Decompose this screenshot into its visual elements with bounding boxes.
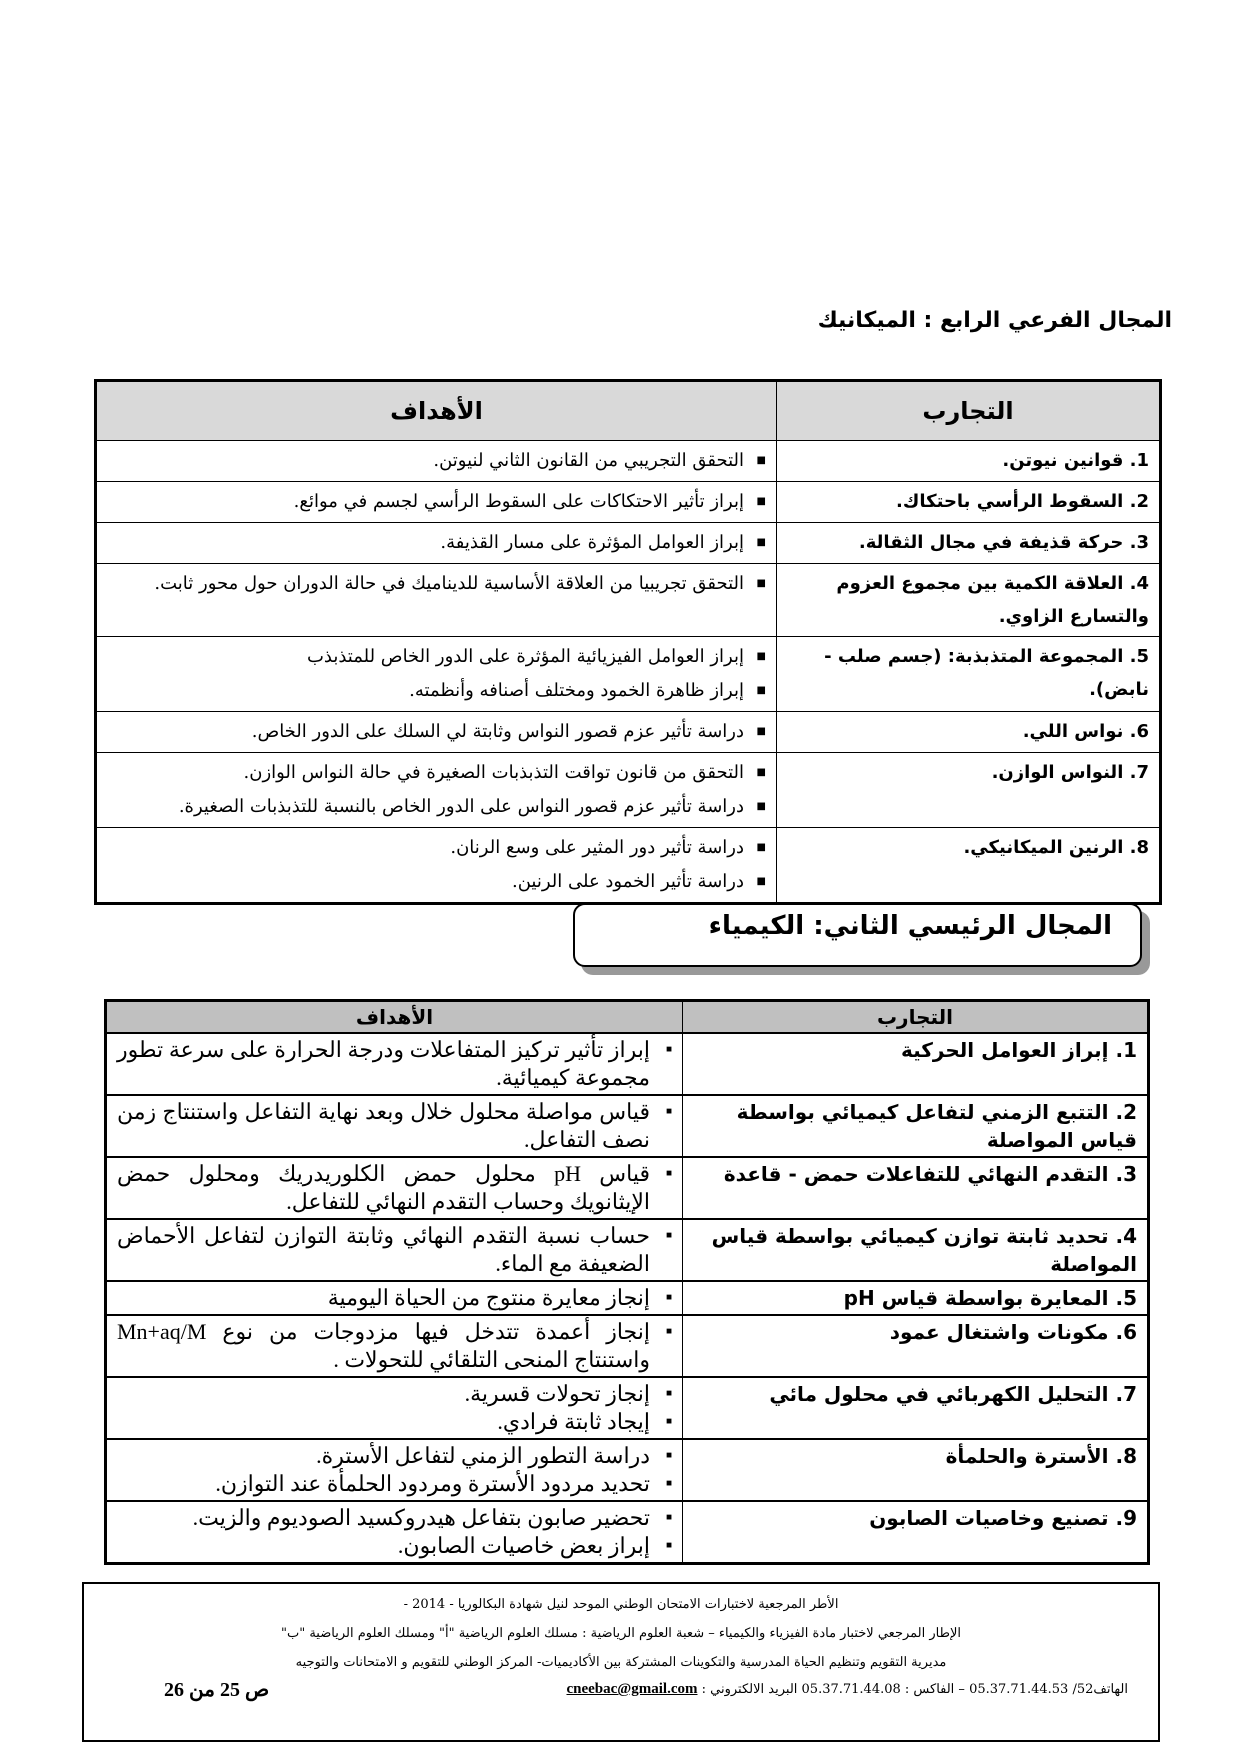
mechanics-objectives-cell (96, 753, 777, 828)
square-bullet-icon: ■ (756, 537, 766, 548)
footer-contact: الهاتف52/ 05.37.71.44.53 – الفاكس : 05.37.71.44.08 البريد الالكتروني : (701, 1682, 1128, 1697)
mechanics-objectives-cell (96, 712, 777, 753)
mechanics-experiment-cell: 6. نواس اللي. (777, 712, 1161, 753)
objective-item (107, 790, 766, 824)
objective-item (107, 526, 766, 560)
objective-item (107, 567, 766, 601)
chemistry-row (106, 1281, 1149, 1315)
objective-item (117, 1098, 672, 1154)
page-number: ص 25 من 26 (164, 1679, 270, 1701)
objective-text: إبراز تأثير الاحتكاكات على السقوط الرأسي لجسم في موائع. (293, 491, 744, 512)
footer-line-2: الإطار المرجعي لاختبار مادة الفيزياء والكيمياء – شعبة العلوم الرياضية : مسلك العلوم الرياضية "أ" ومسلك العلوم الرياضية "ب" (281, 1626, 961, 1641)
mechanics-objectives-cell (96, 482, 777, 523)
chemistry-objectives-cell (106, 1219, 683, 1281)
square-bullet-icon: ■ (756, 651, 766, 662)
chemistry-objectives-cell (106, 1315, 683, 1377)
chemistry-objectives-cell (106, 1157, 683, 1219)
chemistry-row (106, 1315, 1149, 1377)
objective-text: إنجاز تحولات قسرية. (464, 1381, 650, 1406)
objective-text: التحقق تجريبيا من العلاقة الأساسية للديناميك في حالة الدوران حول محور ثابت. (154, 573, 744, 594)
objective-item (117, 1408, 672, 1436)
chemistry-row (106, 1219, 1149, 1281)
objective-text: إيجاد ثابتة فرادي. (497, 1409, 650, 1434)
subdomain-title: المجال الفرعي الرابع : الميكانيك (817, 308, 1172, 333)
chemistry-experiment-cell: 2. التتبع الزمني لتفاعل كيميائي بواسطة قياس المواصلة (683, 1095, 1149, 1157)
chemistry-experiment-cell: 3. التقدم النهائي للتفاعلات حمض - قاعدة (683, 1157, 1149, 1219)
chemistry-row (106, 1377, 1149, 1439)
objective-text: حساب نسبة التقدم النهائي وثابتة التوازن لتفاعل الأحماض الضعيفة مع الماء. (117, 1223, 650, 1276)
mechanics-objectives-cell (96, 828, 777, 904)
objective-item (117, 1442, 672, 1470)
objective-text: التحقق التجريبي من القانون الثاني لنيوتن. (433, 450, 744, 471)
square-bullet-icon: ■ (756, 767, 766, 778)
footer-contact-group (566, 1681, 1128, 1698)
objective-text: إنجاز معايرة منتوج من الحياة اليومية (327, 1285, 650, 1310)
objective-text: التحقق من قانون تواقت التذبذبات الصغيرة في حالة النواس الوازن. (243, 762, 744, 783)
experiments-header: التجارب (777, 381, 1161, 441)
square-bullet-icon: ■ (665, 1540, 672, 1551)
experiments-header: التجارب (683, 1001, 1149, 1034)
chemistry-banner (573, 903, 1142, 967)
objective-item (117, 1284, 672, 1312)
page-footer (82, 1582, 1160, 1742)
objective-text: إنجاز أعمدة تتدخل فيها مزدوجات من نوع Mn+aq/M واستنتاج المنحى التلقائي للتحولات . (117, 1319, 650, 1372)
square-bullet-icon: ■ (665, 1450, 672, 1461)
chemistry-objectives-cell (106, 1439, 683, 1501)
mechanics-objectives-cell (96, 523, 777, 564)
objective-item (117, 1532, 672, 1560)
chemistry-row (106, 1501, 1149, 1564)
square-bullet-icon: ■ (756, 801, 766, 812)
objective-text: إبراز تأثير تركيز المتفاعلات ودرجة الحرارة على سرعة تطور مجموعة كيميائية. (117, 1037, 650, 1090)
objective-item (117, 1222, 672, 1278)
chemistry-banner-title: المجال الرئيسي الثاني: الكيمياء (708, 911, 1112, 941)
chemistry-experiment-cell: 1. إبراز العوامل الحركية (683, 1033, 1149, 1095)
objective-item (107, 444, 766, 478)
objective-item (117, 1318, 672, 1374)
chemistry-experiment-cell: 9. تصنيع وخاصيات الصابون (683, 1501, 1149, 1564)
mechanics-row (96, 637, 1161, 712)
chemistry-objectives-cell (106, 1501, 683, 1564)
chemistry-objectives-cell (106, 1377, 683, 1439)
objective-text: إبراز بعض خاصيات الصابون. (397, 1533, 650, 1558)
chemistry-row (106, 1033, 1149, 1095)
mechanics-row (96, 564, 1161, 637)
chemistry-table (104, 999, 1150, 1565)
square-bullet-icon: ■ (665, 1106, 672, 1117)
mechanics-row (96, 753, 1161, 828)
objective-text: تحديد مردود الأسترة ومردود الحلمأة عند التوازن. (215, 1471, 650, 1496)
square-bullet-icon: ■ (756, 876, 766, 887)
square-bullet-icon: ■ (665, 1478, 672, 1489)
footer-email-link[interactable]: cneebac@gmail.com (566, 1681, 698, 1697)
footer-contact-row (84, 1677, 1158, 1702)
square-bullet-icon: ■ (756, 842, 766, 853)
objectives-header: الأهداف (96, 381, 777, 441)
square-bullet-icon: ■ (756, 578, 766, 589)
objective-item (107, 485, 766, 519)
objective-item (117, 1380, 672, 1408)
objective-item (107, 831, 766, 865)
mechanics-row (96, 523, 1161, 564)
objective-text: تحضير صابون بتفاعل هيدروكسيد الصوديوم والزيت. (192, 1505, 650, 1530)
mechanics-objectives-cell (96, 637, 777, 712)
chemistry-experiment-cell: 5. المعايرة بواسطة قياس pH (683, 1281, 1149, 1315)
square-bullet-icon: ■ (665, 1388, 672, 1399)
mechanics-objectives-cell (96, 564, 777, 637)
objective-text: دراسة التطور الزمني لتفاعل الأسترة. (316, 1443, 650, 1468)
objective-text: دراسة تأثير الخمود على الرنين. (511, 871, 744, 892)
footer-line-1: الأطر المرجعية لاختبارات الامتحان الوطني الموحد لنيل شهادة البكالوريا - 2014 - (403, 1597, 839, 1612)
mechanics-experiment-cell: 4. العلاقة الكمية بين مجموع العزوم والتسارع الزاوي. (777, 564, 1161, 637)
mechanics-experiment-cell: 3. حركة قذيفة في مجال الثقالة. (777, 523, 1161, 564)
square-bullet-icon: ■ (665, 1292, 672, 1303)
square-bullet-icon: ■ (665, 1044, 672, 1055)
objective-text: قياس مواصلة محلول خلال وبعد نهاية التفاعل واستنتاج زمن نصف التفاعل. (117, 1099, 650, 1152)
objective-item (117, 1470, 672, 1498)
mechanics-row (96, 828, 1161, 904)
objective-item (117, 1036, 672, 1092)
chemistry-row (106, 1157, 1149, 1219)
mechanics-table-body (96, 441, 1161, 904)
chemistry-row (106, 1095, 1149, 1157)
square-bullet-icon: ■ (665, 1168, 672, 1179)
chemistry-experiment-cell: 8. الأسترة والحلمأة (683, 1439, 1149, 1501)
chemistry-experiment-cell: 4. تحديد ثابتة توازن كيميائي بواسطة قياس المواصلة (683, 1219, 1149, 1281)
mechanics-experiment-cell: 5. المجموعة المتذبذبة: (جسم صلب - نابض). (777, 637, 1161, 712)
chemistry-objectives-cell (106, 1281, 683, 1315)
square-bullet-icon: ■ (756, 726, 766, 737)
chemistry-objectives-cell (106, 1095, 683, 1157)
objectives-header: الأهداف (106, 1001, 683, 1034)
footer-line-3: مديرية التقويم وتنظيم الحياة المدرسية والتكوينات المشتركة بين الأكاديميات- المركز الوطني للتقويم و الامتحانات والتوجيه (295, 1655, 947, 1670)
square-bullet-icon: ■ (665, 1512, 672, 1523)
chemistry-experiment-cell: 7. التحليل الكهربائي في محلول مائي (683, 1377, 1149, 1439)
chemistry-experiment-cell: 6. مكونات واشتغال عمود (683, 1315, 1149, 1377)
square-bullet-icon: ■ (665, 1326, 672, 1337)
objective-item (117, 1160, 672, 1216)
objective-text: إبراز العوامل المؤثرة على مسار القذيفة. (440, 532, 744, 553)
objective-item (107, 640, 766, 674)
mechanics-objectives-cell (96, 441, 777, 482)
mechanics-table (94, 379, 1162, 905)
mechanics-header-row (96, 381, 1161, 441)
objective-item (107, 674, 766, 708)
objective-item (107, 865, 766, 899)
mechanics-experiment-cell: 2. السقوط الرأسي باحتكاك. (777, 482, 1161, 523)
objective-text: دراسة تأثير عزم قصور النواس وثابتة لي السلك على الدور الخاص. (251, 721, 744, 742)
square-bullet-icon: ■ (756, 496, 766, 507)
chemistry-table-body (106, 1033, 1149, 1564)
mechanics-row (96, 712, 1161, 753)
mechanics-row (96, 482, 1161, 523)
objective-text: إبراز العوامل الفيزيائية المؤثرة على الدور الخاص للمتذبذب (306, 646, 744, 667)
mechanics-experiment-cell: 1. قوانين نيوتن. (777, 441, 1161, 482)
mechanics-experiment-cell: 8. الرنين الميكانيكي. (777, 828, 1161, 904)
chemistry-objectives-cell (106, 1033, 683, 1095)
square-bullet-icon: ■ (665, 1230, 672, 1241)
objective-item (117, 1504, 672, 1532)
square-bullet-icon: ■ (756, 455, 766, 466)
chemistry-row (106, 1439, 1149, 1501)
objective-item (107, 715, 766, 749)
chemistry-header-row (106, 1001, 1149, 1034)
objective-text: قياس pH محلول حمض الكلوريدريك ومحلول حمض الإيثانويك وحساب التقدم النهائي للتفاعل. (117, 1161, 650, 1214)
mechanics-row (96, 441, 1161, 482)
mechanics-experiment-cell: 7. النواس الوازن. (777, 753, 1161, 828)
objective-text: دراسة تأثير عزم قصور النواس على الدور الخاص بالنسبة للتذبذبات الصغيرة. (178, 796, 744, 817)
square-bullet-icon: ■ (756, 685, 766, 696)
objective-text: إبراز ظاهرة الخمود ومختلف أصنافه وأنظمته. (409, 680, 744, 701)
objective-item (107, 756, 766, 790)
objective-text: دراسة تأثير دور المثير على وسع الرنان. (450, 837, 744, 858)
square-bullet-icon: ■ (665, 1416, 672, 1427)
